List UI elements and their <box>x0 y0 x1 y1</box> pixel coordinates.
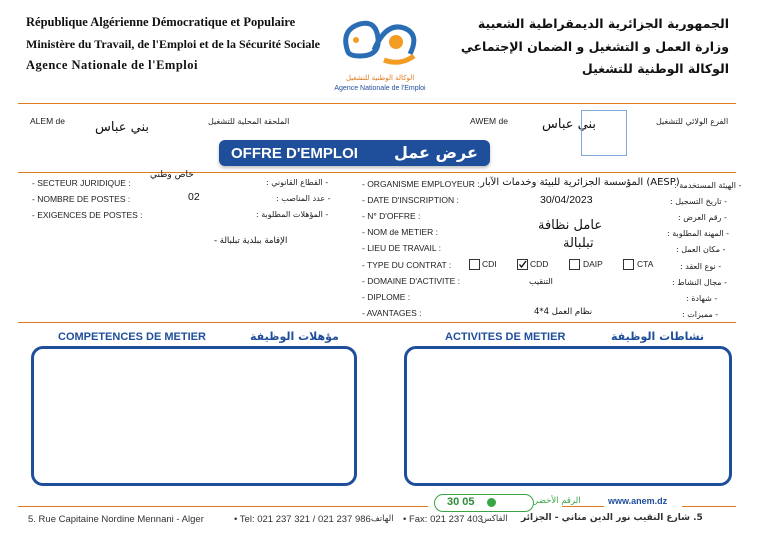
contract-daip-label: DAIP <box>583 259 603 269</box>
competences-title-fr: COMPETENCES DE METIER <box>58 331 206 343</box>
check-icon <box>518 260 527 269</box>
left-field-fr: - SECTEUR JURIDIQUE : <box>32 178 131 188</box>
competences-box[interactable] <box>31 346 357 486</box>
activites-title-fr: ACTIVITES DE METIER <box>445 331 566 343</box>
left-field-fr: - EXIGENCES DE POSTES : <box>32 210 143 220</box>
title-ar: عرض عمل <box>394 143 478 162</box>
right-field-ar: - تاريخ التسجيل : <box>670 197 727 206</box>
right-field-fr: - NOM de METIER : <box>362 227 439 237</box>
right-field-fr: - DOMAINE D'ACTIVITE : <box>362 276 460 286</box>
alem-ar-label: الملحقة المحلية للتشغيل <box>208 117 290 126</box>
footer-divider-right <box>682 506 736 507</box>
competences-title-ar: مؤهلات الوظيفة <box>250 330 339 343</box>
header-divider <box>18 103 736 104</box>
right-field-value: التنقيب <box>529 277 553 286</box>
footer-divider-mid <box>562 506 604 507</box>
right-field-ar: - مجال النشاط : <box>672 278 727 287</box>
left-field-ar: - عدد المناصب : <box>276 194 331 203</box>
left-field-fr: - NOMBRE DE POSTES : <box>32 194 131 204</box>
awem-ar-label: الفرع الولائي للتشغيل <box>656 117 729 126</box>
left-field-ar: - المؤهلات المطلوبة : <box>256 210 329 219</box>
right-field-fr: - ORGANISME EMPLOYEUR : <box>362 179 480 189</box>
header-ar-line2: وزارة العمل و التشغيل و الضمان الإجتماعي <box>460 39 729 54</box>
contract-cdd-checkbox[interactable] <box>517 259 528 270</box>
contract-cdi-checkbox[interactable] <box>469 259 480 270</box>
right-field-value: 30/04/2023 <box>540 194 593 206</box>
anem-logo <box>330 12 430 98</box>
title-banner <box>219 140 490 166</box>
website-link[interactable]: www.anem.dz <box>608 496 668 506</box>
alem-value: بني عباس <box>95 120 150 135</box>
right-field-ar: - مميزات : <box>682 310 719 319</box>
logo-ar-text: الوكالة الوطنية للتشغيل <box>345 74 415 82</box>
green-number: 30 05 <box>447 496 475 508</box>
header-ar-line3: الوكالة الوطنية للتشغيل <box>581 61 729 76</box>
anem-logo-icon <box>330 12 430 72</box>
footer-fax-fr: • Fax: 021 237 403 <box>403 514 483 525</box>
awem-label: AWEM de <box>470 116 508 126</box>
left-field-value: 02 <box>188 191 200 203</box>
right-field-ar: - شهادة : <box>686 294 718 303</box>
right-field-fr: - LIEU DE TRAVAIL : <box>362 243 442 253</box>
awem-value: بني عباس <box>542 117 597 132</box>
header-fr-line3: Agence Nationale de l'Emploi <box>26 58 198 72</box>
footer-address-fr: 5. Rue Capitaine Nordine Mennani - Alger <box>28 514 204 525</box>
contract-cdd-label: CDD <box>530 259 549 269</box>
contract-cta-label: CTA <box>637 259 654 269</box>
footer-tel-fr: • Tel: 021 237 321 / 021 237 986 <box>234 514 371 525</box>
awem-stamp-box <box>581 110 627 156</box>
right-field-value: تبلبالة <box>563 236 594 251</box>
fields-divider <box>18 322 736 323</box>
green-number-badge <box>434 494 534 512</box>
right-field-fr: - DATE D'INSCRIPTION : <box>362 195 459 205</box>
footer-tel-ar: الهاتف <box>371 514 394 524</box>
right-field-fr: - N° D'OFFRE : <box>362 211 421 221</box>
activites-title-ar: نشاطات الوظيفة <box>611 330 705 343</box>
right-field-ar: - مكان العمل : <box>676 245 726 254</box>
right-field-fr: - AVANTAGES : <box>362 308 422 318</box>
right-field-fr: - TYPE DU CONTRAT : <box>362 260 452 270</box>
left-field-ar: - القطاع القانوني : <box>266 178 329 187</box>
contract-cdi-label: CDI <box>482 259 497 269</box>
right-field-value: عامل نظافة <box>538 218 603 233</box>
right-field-fr: - DIPLOME : <box>362 292 411 302</box>
alem-label: ALEM de <box>30 116 65 126</box>
footer-divider-left <box>18 506 428 507</box>
right-field-ar: - نوع العقد : <box>680 262 722 271</box>
header-fr-line2: Ministère du Travail, de l'Emploi et de la Sécurité Sociale <box>26 37 320 51</box>
footer-fax-ar: الفاكس <box>481 514 508 524</box>
right-field-value: المؤسسة الجزائرية للبيئة وخدمات الآبار (AESP) <box>480 177 680 188</box>
contract-daip-checkbox[interactable] <box>569 259 580 270</box>
green-number-label: الرقم الأخضر <box>534 496 581 506</box>
header-ar-line1: الجمهورية الجزائرية الديمقراطية الشعبية <box>477 16 729 31</box>
title-divider <box>18 172 736 173</box>
footer-address-ar: 5. شارع النقيب نور الدين مناني - الجزائر <box>521 513 703 523</box>
right-field-value: نظام العمل 4*4 <box>534 307 593 317</box>
right-field-ar: - الهيئة المستخدمة : <box>674 181 742 190</box>
activites-box[interactable] <box>404 346 732 486</box>
right-field-ar: - المهنة المطلوبة : <box>667 229 730 238</box>
residence-requirement: - الإقامة ببلدية تبلبالة <box>214 236 288 246</box>
left-field-value: خاص وطني <box>150 170 194 180</box>
title-fr: OFFRE D'EMPLOI <box>231 145 358 162</box>
logo-fr-text: Agence Nationale de l'Emploi <box>334 85 426 92</box>
right-field-ar: - رقم العرض : <box>678 213 727 222</box>
header-fr-line1: République Algérienne Démocratique et Populaire <box>26 15 296 29</box>
contract-cta-checkbox[interactable] <box>623 259 634 270</box>
phone-icon <box>487 498 496 507</box>
